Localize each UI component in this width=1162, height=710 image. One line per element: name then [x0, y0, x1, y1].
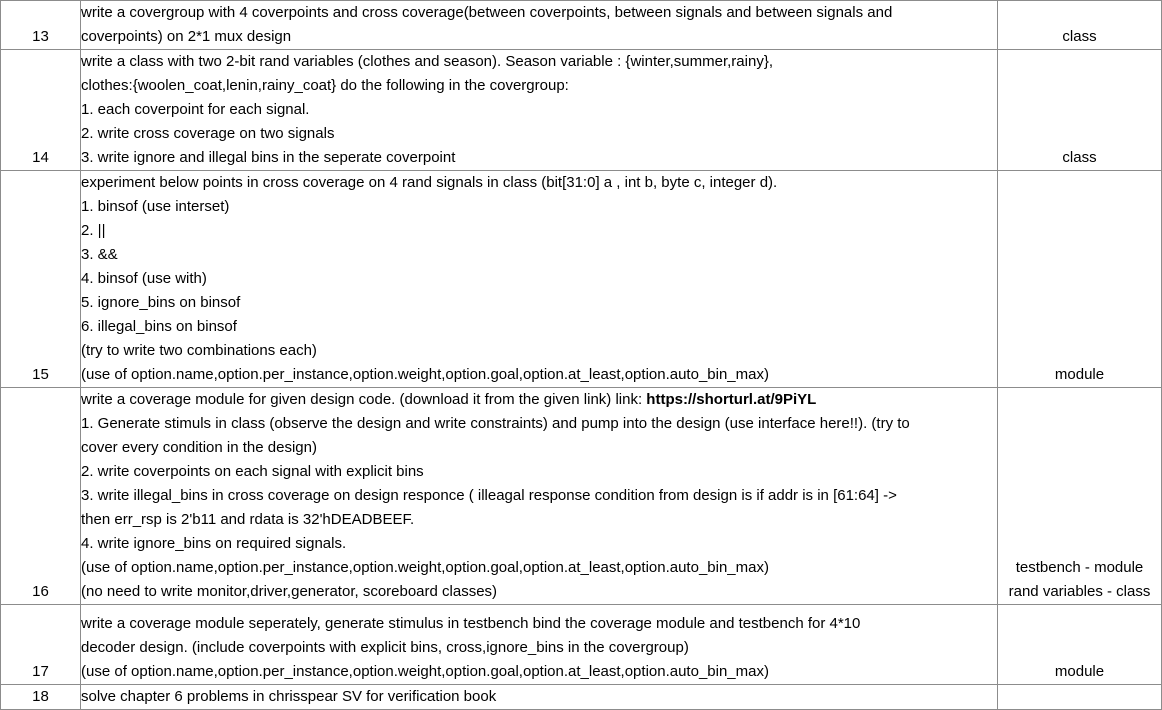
description-line: solve chapter 6 problems in chrisspear SV for verification book — [81, 688, 497, 705]
task-type[interactable] — [998, 1, 1162, 50]
description-line: experiment below points in cross coverage on 4 rand signals in class (bit[31:0] a , int b, byte c, integer d). — [81, 174, 778, 191]
type-line: module — [1054, 663, 1105, 680]
description-line: 1. binsof (use interset) — [81, 198, 230, 215]
task-type[interactable] — [998, 605, 1162, 685]
table-row — [1, 388, 1162, 605]
task-description[interactable] — [81, 605, 998, 685]
description-line: write a covergroup with 4 coverpoints and cross coverage(between coverpoints, between signals and between signals and — [81, 4, 893, 21]
description-line: then err_rsp is 2'b11 and rdata is 32'hDEADBEEF. — [81, 511, 415, 528]
task-description[interactable] — [81, 388, 998, 605]
task-type[interactable] — [998, 685, 1162, 710]
task-type[interactable] — [998, 50, 1162, 171]
description-line: 3. write illegal_bins in cross coverage on design responce ( illeagal response condition from design is if addr is in [61:64] -> — [81, 487, 897, 504]
row-number[interactable]: 15 — [1, 171, 81, 388]
description-line: decoder design. (include coverpoints with explicit bins, cross,ignore_bins in the covergroup) — [81, 639, 689, 656]
row-number[interactable]: 16 — [1, 388, 81, 605]
description-line: 4. write ignore_bins on required signals. — [81, 535, 347, 552]
description-line: 2. || — [81, 222, 106, 239]
table-row — [1, 605, 1162, 685]
download-link[interactable]: https://shorturl.at/9PiYL — [646, 391, 817, 408]
description-line: 2. write coverpoints on each signal with explicit bins — [81, 463, 424, 480]
type-line: testbench - module — [1015, 559, 1144, 576]
description-text: write a coverage module for given design code. (download it from the given link) link: — [81, 391, 647, 408]
task-description[interactable] — [81, 50, 998, 171]
description-line: (use of option.name,option.per_instance,option.weight,option.goal,option.at_least,option.auto_bin_max) — [81, 663, 769, 680]
description-line: 6. illegal_bins on binsof — [81, 318, 237, 335]
description-line — [81, 388, 997, 412]
task-type[interactable] — [998, 388, 1162, 605]
task-description[interactable] — [81, 1, 998, 50]
type-line: class — [1062, 28, 1097, 45]
description-line: (use of option.name,option.per_instance,option.weight,option.goal,option.at_least,option.auto_bin_max) — [81, 559, 769, 576]
table-row — [1, 1, 1162, 50]
description-line: 1. each coverpoint for each signal. — [81, 101, 310, 118]
description-line: cover every condition in the design) — [81, 439, 317, 456]
type-line: class — [1062, 149, 1097, 166]
table-row — [1, 50, 1162, 171]
description-line: (no need to write monitor,driver,generator, scoreboard classes) — [81, 583, 498, 600]
task-description[interactable] — [81, 171, 998, 388]
description-line: clothes:{woolen_coat,lenin,rainy_coat} do the following in the covergroup: — [81, 77, 569, 94]
table-row — [1, 685, 1162, 710]
description-line: 4. binsof (use with) — [81, 270, 207, 287]
type-line: module — [1054, 366, 1105, 383]
row-number[interactable]: 17 — [1, 605, 81, 685]
description-line: coverpoints) on 2*1 mux design — [81, 28, 292, 45]
row-number[interactable]: 18 — [1, 685, 81, 710]
description-line: 3. write ignore and illegal bins in the seperate coverpoint — [81, 149, 456, 166]
description-line: 1. Generate stimuls in class (observe the design and write constraints) and pump into the design (use interface here!!). (try to — [81, 415, 910, 432]
description-line: 5. ignore_bins on binsof — [81, 294, 241, 311]
description-line: write a class with two 2-bit rand variables (clothes and season). Season variable : {winter,summer,rainy}, — [81, 53, 773, 70]
type-line: rand variables - class — [1008, 583, 1151, 600]
description-line: (use of option.name,option.per_instance,option.weight,option.goal,option.at_least,option.auto_bin_max) — [81, 366, 769, 383]
description-line: 3. && — [81, 246, 118, 263]
description-line: 2. write cross coverage on two signals — [81, 125, 335, 142]
task-type[interactable] — [998, 171, 1162, 388]
table-row — [1, 171, 1162, 388]
description-line: write a coverage module seperately, generate stimulus in testbench bind the coverage module and testbench for 4*10 — [81, 615, 861, 632]
task-description[interactable] — [81, 685, 998, 710]
description-line: (try to write two combinations each) — [81, 342, 317, 359]
row-number[interactable]: 14 — [1, 50, 81, 171]
row-number[interactable]: 13 — [1, 1, 81, 50]
